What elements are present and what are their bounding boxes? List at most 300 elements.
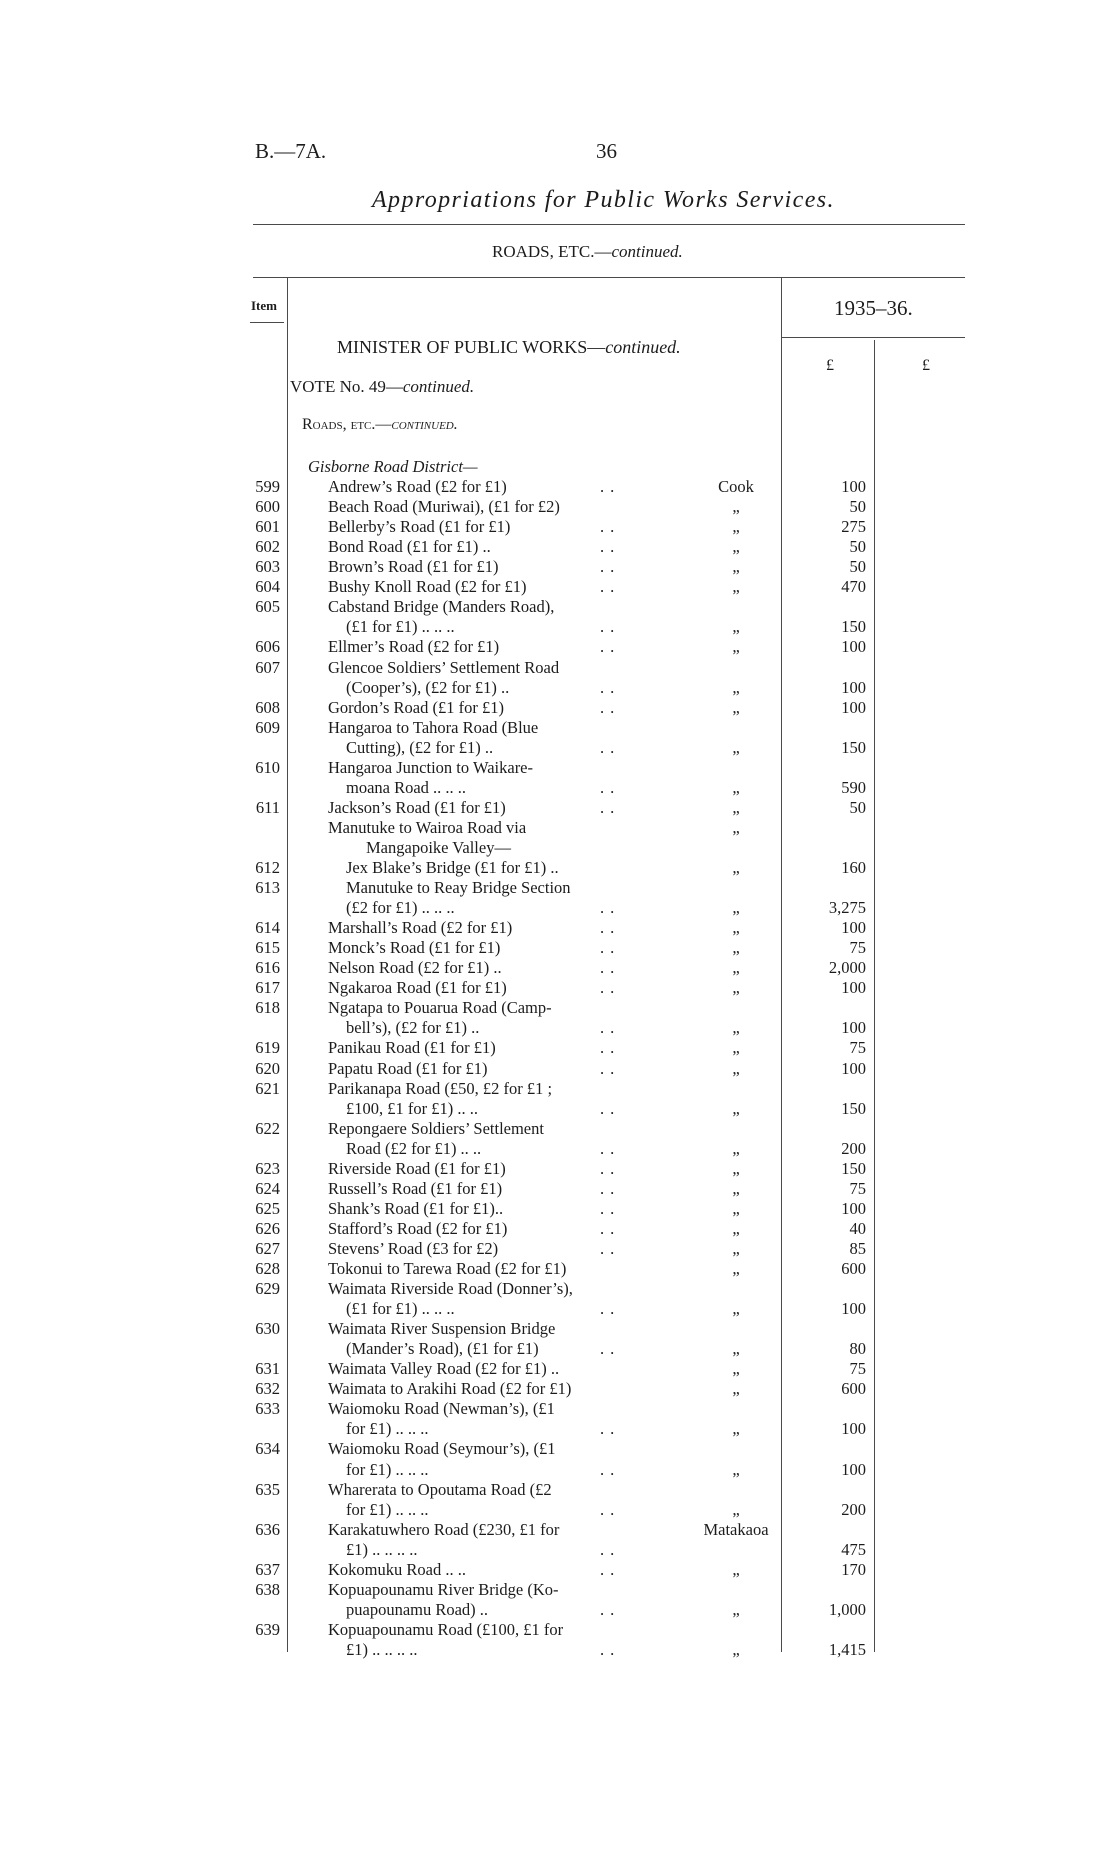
leader-dots: .. xyxy=(600,1499,621,1519)
table-row xyxy=(0,1018,1114,1038)
district-name: „ xyxy=(732,1198,740,1218)
item-description: Jackson’s Road (£1 for £1) xyxy=(328,797,506,817)
leader-dots: .. xyxy=(600,978,621,998)
leader-dots: .. xyxy=(600,1339,621,1359)
amount: 50 xyxy=(849,557,866,577)
table-row xyxy=(0,818,1114,838)
leader-dots: .. xyxy=(600,777,621,797)
amount: 100 xyxy=(841,1018,866,1038)
amount: 100 xyxy=(841,637,866,657)
table-row xyxy=(0,1640,1114,1660)
item-description: Cabstand Bridge (Manders Road), xyxy=(328,597,555,617)
leader-dots: .. xyxy=(600,697,621,717)
table-row xyxy=(0,1359,1114,1379)
item-description: Marshall’s Road (£2 for £1) xyxy=(328,918,513,938)
item-number: 610 xyxy=(255,757,280,777)
amount: 150 xyxy=(841,1158,866,1178)
leader-dots: .. xyxy=(600,1058,621,1078)
item-description: Waimata River Suspension Bridge xyxy=(328,1319,556,1339)
amount: 100 xyxy=(841,1419,866,1439)
amount: 600 xyxy=(841,1379,866,1399)
table-row xyxy=(0,497,1114,517)
table-row xyxy=(0,1038,1114,1058)
amount: 475 xyxy=(841,1539,866,1559)
district-name: „ xyxy=(732,918,740,938)
district-name: „ xyxy=(732,517,740,537)
amount: 75 xyxy=(849,938,866,958)
item-description: Gordon’s Road (£1 for £1) xyxy=(328,697,504,717)
amount: 150 xyxy=(841,617,866,637)
amount: 170 xyxy=(841,1559,866,1579)
item-number: 634 xyxy=(255,1439,280,1459)
item-number: 612 xyxy=(255,858,280,877)
leader-dots: .. xyxy=(600,797,621,817)
district-name: „ xyxy=(732,1218,740,1238)
item-number: 630 xyxy=(255,1319,280,1339)
district-name: „ xyxy=(732,797,740,817)
amount: 100 xyxy=(841,477,866,497)
leader-dots: .. xyxy=(600,1639,621,1659)
roads-subheading-continued: continued. xyxy=(391,416,458,433)
minister-heading-text: MINISTER OF PUBLIC WORKS— xyxy=(337,337,606,357)
item-number: 621 xyxy=(255,1078,280,1098)
district-name: „ xyxy=(732,1018,740,1038)
table-row xyxy=(0,938,1114,958)
amount: 150 xyxy=(841,737,866,757)
table-top-rule xyxy=(253,277,965,278)
item-description: Monck’s Road (£1 for £1) xyxy=(328,938,501,958)
leader-dots: .. xyxy=(600,1299,621,1319)
item-description: (£1 for £1) .. .. .. xyxy=(346,1299,455,1319)
item-number: 602 xyxy=(255,537,280,557)
table-row xyxy=(0,537,1114,557)
leader-dots: .. xyxy=(600,577,621,597)
table-row xyxy=(0,477,1114,497)
amount: 150 xyxy=(841,1098,866,1118)
leader-dots: .. xyxy=(600,1238,621,1258)
roads-subheading xyxy=(302,416,458,434)
leader-dots: .. xyxy=(600,1539,621,1559)
district-name: „ xyxy=(732,1379,740,1399)
item-number: 616 xyxy=(255,958,280,978)
district-name: „ xyxy=(732,1459,740,1479)
table-row xyxy=(0,1319,1114,1339)
currency-symbol-1: £ xyxy=(826,357,834,374)
amount: 75 xyxy=(849,1178,866,1198)
item-description: Mangapoike Valley— xyxy=(366,837,511,857)
item-number: 637 xyxy=(255,1559,280,1579)
table-row xyxy=(0,998,1114,1018)
leader-dots: .. xyxy=(600,737,621,757)
table-row xyxy=(0,577,1114,597)
item-description: Nelson Road (£2 for £1) .. xyxy=(328,958,502,978)
table-row xyxy=(0,1379,1114,1399)
amount: 40 xyxy=(849,1218,866,1238)
leader-dots: .. xyxy=(600,637,621,657)
item-description: Waiomoku Road (Seymour’s), (£1 xyxy=(328,1439,556,1459)
leader-dots: .. xyxy=(600,1459,621,1479)
leader-dots: .. xyxy=(600,1419,621,1439)
table-row xyxy=(0,597,1114,617)
amount: 600 xyxy=(841,1259,866,1278)
table-row xyxy=(0,858,1114,878)
item-number: 626 xyxy=(255,1218,280,1238)
table-row xyxy=(0,1540,1114,1560)
table-row xyxy=(0,1439,1114,1459)
district-name: „ xyxy=(732,497,740,517)
amount: 50 xyxy=(849,497,866,517)
section-heading xyxy=(492,242,683,262)
item-number: 618 xyxy=(255,998,280,1018)
amount: 470 xyxy=(841,577,866,597)
table-row xyxy=(0,958,1114,978)
item-number: 638 xyxy=(255,1579,280,1599)
item-description: Riverside Road (£1 for £1) xyxy=(328,1158,506,1178)
table-row xyxy=(0,1500,1114,1520)
district-name: „ xyxy=(732,858,740,877)
table-row xyxy=(0,637,1114,657)
district-name: „ xyxy=(732,577,740,597)
leader-dots: .. xyxy=(600,537,621,557)
item-description: Bond Road (£1 for £1) .. xyxy=(328,537,491,557)
item-number: 613 xyxy=(255,878,280,898)
district-name: „ xyxy=(732,1238,740,1258)
district-name: „ xyxy=(732,1499,740,1519)
item-number: 606 xyxy=(255,637,280,657)
district-name: „ xyxy=(732,898,740,918)
table-row xyxy=(0,1119,1114,1139)
item-description: puapounamu Road) .. xyxy=(346,1599,489,1619)
item-description: Wharerata to Opoutama Road (£2 xyxy=(328,1479,552,1499)
item-description: Brown’s Road (£1 for £1) xyxy=(328,557,499,577)
district-name: „ xyxy=(732,1419,740,1439)
leader-dots: .. xyxy=(600,1559,621,1579)
table-row xyxy=(0,1620,1114,1640)
leader-dots: .. xyxy=(600,477,621,497)
section-heading-text: ROADS, ETC.— xyxy=(492,242,612,261)
item-description: Karakatuwhero Road (£230, £1 for xyxy=(328,1519,560,1539)
district-name: Matakaoa xyxy=(703,1519,769,1539)
item-number: 632 xyxy=(255,1379,280,1399)
item-description: Waiomoku Road (Newman’s), (£1 xyxy=(328,1399,555,1419)
item-description: Stevens’ Road (£3 for £2) xyxy=(328,1238,499,1258)
district-name: „ xyxy=(732,777,740,797)
amount: 100 xyxy=(841,918,866,938)
table-row xyxy=(0,1460,1114,1480)
item-number: 636 xyxy=(255,1519,280,1539)
leader-dots: .. xyxy=(600,1178,621,1198)
item-number: 628 xyxy=(255,1259,280,1278)
item-description: Hangaroa to Tahora Road (Blue xyxy=(328,717,539,737)
table-row xyxy=(0,1279,1114,1299)
item-description: Waimata Riverside Road (Donner’s), xyxy=(328,1279,573,1299)
district-name: „ xyxy=(732,1599,740,1619)
table-row xyxy=(0,658,1114,678)
table-row xyxy=(0,1159,1114,1179)
item-number: 633 xyxy=(255,1399,280,1419)
page-number: 36 xyxy=(596,139,617,163)
leader-dots: .. xyxy=(600,1138,621,1158)
leader-dots: .. xyxy=(600,1158,621,1178)
table-row xyxy=(0,1239,1114,1259)
leader-dots: .. xyxy=(600,918,621,938)
item-description: Road (£2 for £1) .. .. xyxy=(346,1138,482,1158)
table-row xyxy=(0,1480,1114,1500)
item-number: 625 xyxy=(255,1198,280,1218)
item-description: for £1) .. .. .. xyxy=(346,1459,429,1479)
item-description: Waimata to Arakihi Road (£2 for £1) xyxy=(328,1379,572,1399)
table-row xyxy=(0,1139,1114,1159)
table-row xyxy=(0,1560,1114,1580)
table-row xyxy=(0,738,1114,758)
item-number: 624 xyxy=(255,1178,280,1198)
leader-dots: .. xyxy=(600,1599,621,1619)
item-description: Shank’s Road (£1 for £1).. xyxy=(328,1198,504,1218)
amount: 200 xyxy=(841,1138,866,1158)
item-number: 614 xyxy=(255,918,280,938)
district-name: Cook xyxy=(718,477,754,497)
amount: 1,415 xyxy=(828,1639,866,1659)
leader-dots: .. xyxy=(600,517,621,537)
district-name: „ xyxy=(732,1138,740,1158)
amount: 200 xyxy=(841,1499,866,1519)
table-row xyxy=(0,778,1114,798)
currency-symbol-2: £ xyxy=(922,357,930,374)
item-number: 615 xyxy=(255,938,280,958)
amount: 100 xyxy=(841,1198,866,1218)
item-description: Manutuke to Reay Bridge Section xyxy=(346,878,571,898)
item-number: 629 xyxy=(255,1279,280,1299)
item-description: Stafford’s Road (£2 for £1) xyxy=(328,1218,508,1238)
item-description: bell’s), (£2 for £1) .. xyxy=(346,1018,480,1038)
item-number: 635 xyxy=(255,1479,280,1499)
amount: 3,275 xyxy=(828,898,866,918)
document-reference: B.—7A. xyxy=(255,139,327,163)
item-number: 622 xyxy=(255,1118,280,1138)
leader-dots: .. xyxy=(600,1018,621,1038)
amount: 50 xyxy=(849,797,866,817)
item-description: Andrew’s Road (£2 for £1) xyxy=(328,477,507,497)
item-description: Manutuke to Wairoa Road via xyxy=(328,817,527,837)
item-number: 631 xyxy=(255,1359,280,1379)
vote-heading-continued: continued. xyxy=(402,377,475,396)
table-row xyxy=(0,838,1114,858)
amount: 75 xyxy=(849,1038,866,1058)
leader-dots: .. xyxy=(600,1218,621,1238)
item-description: Tokonui to Tarewa Road (£2 for £1) xyxy=(328,1259,567,1278)
item-description: Bushy Knoll Road (£2 for £1) xyxy=(328,577,527,597)
item-description: (Mander’s Road), (£1 for £1) xyxy=(346,1339,539,1359)
item-number: 627 xyxy=(255,1238,280,1258)
item-description: Ngakaroa Road (£1 for £1) xyxy=(328,978,507,998)
fiscal-year-header: 1935–36. xyxy=(834,296,913,320)
item-number: 600 xyxy=(255,497,280,517)
table-row xyxy=(0,1339,1114,1359)
district-name: „ xyxy=(732,817,740,837)
table-row xyxy=(0,1399,1114,1419)
table-row xyxy=(0,698,1114,718)
table-row xyxy=(0,918,1114,938)
item-description: £1) .. .. .. .. xyxy=(346,1539,418,1559)
vote-heading-text: VOTE No. 49— xyxy=(290,377,403,396)
table-row xyxy=(0,798,1114,818)
item-description: Papatu Road (£1 for £1) xyxy=(328,1058,488,1078)
item-number: 603 xyxy=(255,557,280,577)
table-row xyxy=(0,1259,1114,1279)
table-row xyxy=(0,617,1114,637)
item-description: Waimata Valley Road (£2 for £1) .. xyxy=(328,1359,560,1379)
table-row xyxy=(0,1059,1114,1079)
item-description: Gisborne Road District— xyxy=(308,457,478,476)
item-description: Beach Road (Muriwai), (£1 for £2) xyxy=(328,497,560,517)
amount: 100 xyxy=(841,677,866,697)
item-number: 599 xyxy=(255,477,280,497)
table-row xyxy=(0,678,1114,698)
district-name: „ xyxy=(732,1339,740,1359)
table-row xyxy=(0,1580,1114,1600)
item-number: 609 xyxy=(255,717,280,737)
amount: 160 xyxy=(841,858,866,877)
amount: 2,000 xyxy=(828,958,866,978)
leader-dots: .. xyxy=(600,938,621,958)
leader-dots: .. xyxy=(600,1098,621,1118)
leader-dots: .. xyxy=(600,1038,621,1058)
district-name: „ xyxy=(732,1259,740,1278)
table-row xyxy=(0,1520,1114,1540)
item-number: 608 xyxy=(255,697,280,717)
item-description: £100, £1 for £1) .. .. xyxy=(346,1098,478,1118)
item-description: Cutting), (£2 for £1) .. xyxy=(346,737,494,757)
item-description: £1) .. .. .. .. xyxy=(346,1639,418,1659)
table-row xyxy=(0,1079,1114,1099)
title-rule xyxy=(253,224,965,225)
item-description: Jex Blake’s Bridge (£1 for £1) .. xyxy=(346,858,559,877)
page-title: Appropriations for Public Works Services. xyxy=(372,187,835,213)
table-row xyxy=(0,898,1114,918)
leader-dots: .. xyxy=(600,557,621,577)
item-description: Kokomuku Road .. .. xyxy=(328,1559,466,1579)
item-description: for £1) .. .. .. xyxy=(346,1419,429,1439)
year-rule xyxy=(781,337,965,338)
leader-dots: .. xyxy=(600,617,621,637)
amount: 75 xyxy=(849,1359,866,1379)
table-row xyxy=(0,1600,1114,1620)
district-name: „ xyxy=(732,697,740,717)
minister-heading-continued: continued. xyxy=(605,337,681,357)
table-row xyxy=(0,1219,1114,1239)
district-name: „ xyxy=(732,537,740,557)
district-name: „ xyxy=(732,1299,740,1319)
item-number: 623 xyxy=(255,1158,280,1178)
table-row xyxy=(0,1299,1114,1319)
district-name: „ xyxy=(732,637,740,657)
amount: 85 xyxy=(849,1238,866,1258)
item-description: Bellerby’s Road (£1 for £1) xyxy=(328,517,511,537)
table-row xyxy=(0,1419,1114,1439)
item-number: 604 xyxy=(255,577,280,597)
district-name: „ xyxy=(732,1058,740,1078)
table-row xyxy=(0,557,1114,577)
item-description: Glencoe Soldiers’ Settlement Road xyxy=(328,657,560,677)
district-name: „ xyxy=(732,938,740,958)
table-row xyxy=(0,978,1114,998)
leader-dots: .. xyxy=(600,1198,621,1218)
amount: 100 xyxy=(841,697,866,717)
item-description: (£1 for £1) .. .. .. xyxy=(346,617,455,637)
amount: 100 xyxy=(841,1299,866,1319)
item-header-underline xyxy=(250,322,284,323)
district-name: „ xyxy=(732,978,740,998)
amount: 100 xyxy=(841,1058,866,1078)
item-description: Kopuapounamu River Bridge (Ko- xyxy=(328,1579,559,1599)
item-number: 601 xyxy=(255,517,280,537)
district-name: „ xyxy=(732,1359,740,1379)
district-name: „ xyxy=(732,1098,740,1118)
leader-dots: .. xyxy=(600,958,621,978)
amount: 275 xyxy=(841,517,866,537)
amount: 100 xyxy=(841,1459,866,1479)
item-column-header: Item xyxy=(251,298,277,313)
table-row xyxy=(0,1099,1114,1119)
item-description: Repongaere Soldiers’ Settlement xyxy=(328,1118,544,1138)
table-row xyxy=(0,1179,1114,1199)
item-description: Ellmer’s Road (£2 for £1) xyxy=(328,637,500,657)
district-name: „ xyxy=(732,557,740,577)
district-name: „ xyxy=(732,677,740,697)
district-name: „ xyxy=(732,1178,740,1198)
item-description: for £1) .. .. .. xyxy=(346,1499,429,1519)
item-number: 617 xyxy=(255,978,280,998)
item-number: 605 xyxy=(255,597,280,617)
item-number: 607 xyxy=(255,657,280,677)
leader-dots: .. xyxy=(600,677,621,697)
table-row xyxy=(0,1199,1114,1219)
amount: 100 xyxy=(841,978,866,998)
district-name: „ xyxy=(732,617,740,637)
district-name: „ xyxy=(732,1559,740,1579)
item-description: Kopuapounamu Road (£100, £1 for xyxy=(328,1619,564,1639)
item-description: Panikau Road (£1 for £1) xyxy=(328,1038,496,1058)
district-name: „ xyxy=(732,1639,740,1659)
district-name: „ xyxy=(732,737,740,757)
section-heading-continued: continued. xyxy=(611,242,683,261)
item-number: 620 xyxy=(255,1058,280,1078)
item-description: moana Road .. .. .. xyxy=(346,777,467,797)
item-description: (£2 for £1) .. .. .. xyxy=(346,898,455,918)
table-row xyxy=(0,517,1114,537)
item-description: Russell’s Road (£1 for £1) xyxy=(328,1178,503,1198)
item-number: 619 xyxy=(255,1038,280,1058)
amount: 590 xyxy=(841,777,866,797)
roads-subheading-text: Roads, etc.— xyxy=(302,416,392,433)
item-number: 639 xyxy=(255,1619,280,1639)
district-name: „ xyxy=(732,958,740,978)
table-row xyxy=(0,457,1114,477)
item-number: 611 xyxy=(255,797,280,817)
amount: 1,000 xyxy=(828,1599,866,1619)
item-description: Ngatapa to Pouarua Road (Camp- xyxy=(328,998,552,1018)
table-row xyxy=(0,718,1114,738)
table-row xyxy=(0,878,1114,898)
leader-dots: .. xyxy=(600,898,621,918)
item-description: Parikanapa Road (£50, £2 for £1 ; xyxy=(328,1078,553,1098)
vote-heading xyxy=(290,377,474,397)
table-row xyxy=(0,758,1114,778)
amount: 50 xyxy=(849,537,866,557)
item-description: (Cooper’s), (£2 for £1) .. xyxy=(346,677,510,697)
item-description: Hangaroa Junction to Waikare- xyxy=(328,757,534,777)
minister-heading xyxy=(337,337,681,358)
